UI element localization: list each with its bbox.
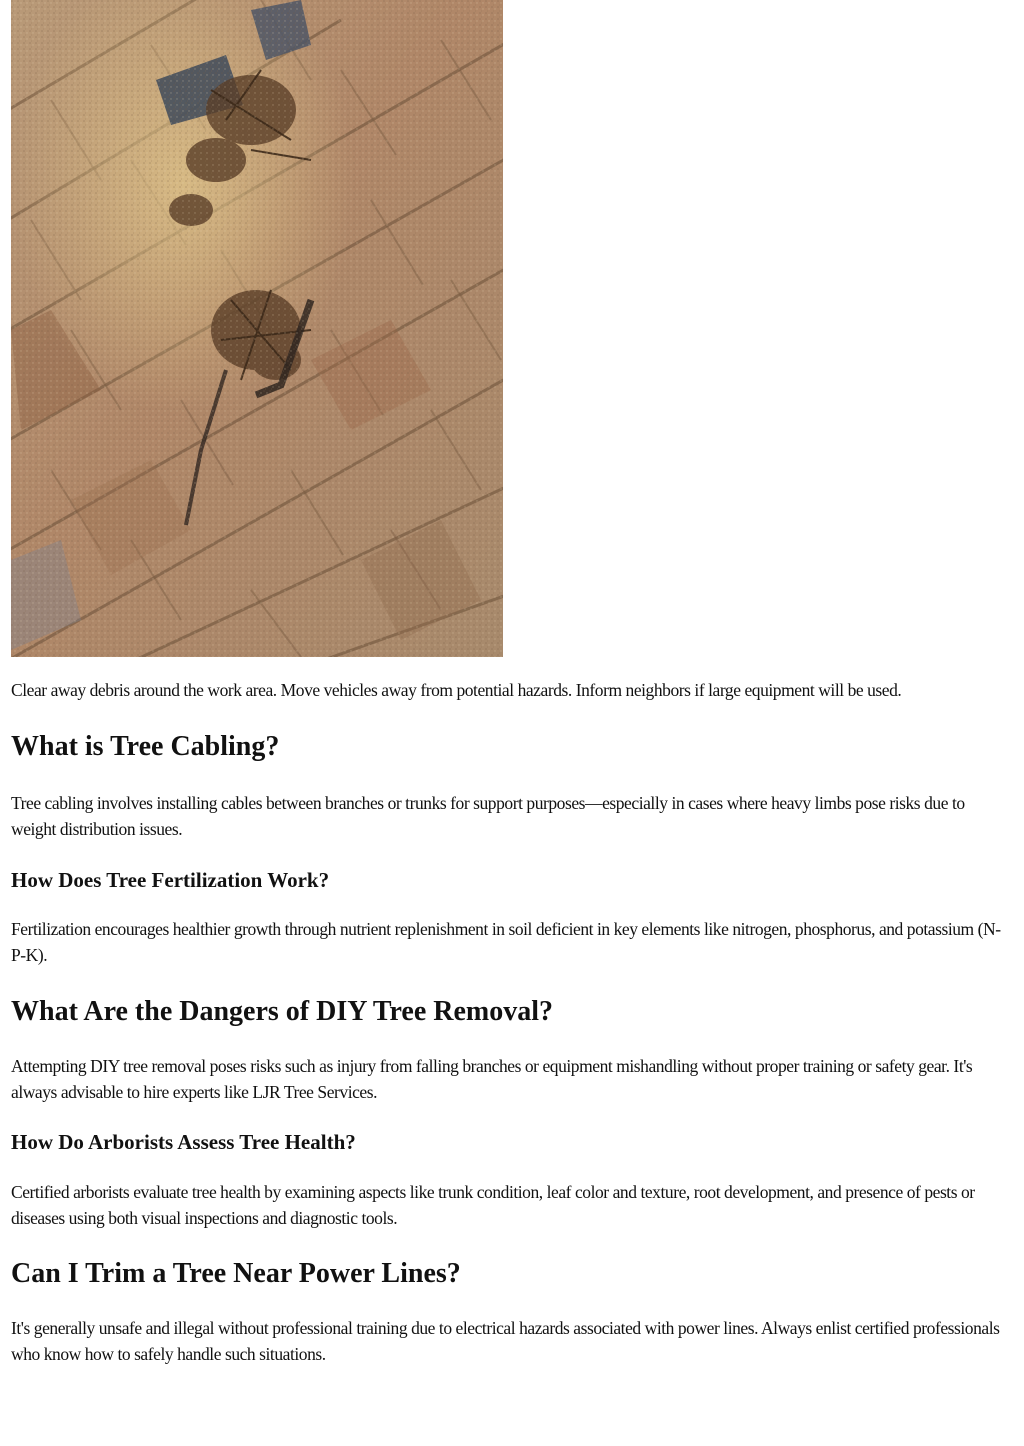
article-page — [11, 0, 1013, 1367]
heading-power-lines: Can I Trim a Tree Near Power Lines? — [11, 1258, 461, 1289]
paragraph-assess-health: Certified arborists evaluate tree health by examining aspects like trunk condition, leaf color and texture, root development, and presence of pests or diseases using both visual inspections and diagnostic tools. — [11, 1182, 975, 1228]
roof-debris-photo — [11, 0, 503, 657]
paragraph-diy-dangers: Attempting DIY tree removal poses risks such as injury from falling branches or equipment mishandling without proper training or safety gear. It's always advisable to hire experts like LJR Tree Services. — [11, 1056, 973, 1102]
intro-paragraph: Clear away debris around the work area. Move vehicles away from potential hazards. Inform neighbors if large equipment will be used. — [11, 680, 902, 700]
paragraph-power-lines: It's generally unsafe and illegal without professional training due to electrical hazards associated with power lines. Always enlist certified professionals who know how to safely handle such situations. — [11, 1318, 1000, 1364]
heading-tree-fertilization: How Does Tree Fertilization Work? — [11, 868, 330, 892]
paragraph-tree-cabling: Tree cabling involves installing cables between branches or trunks for support purposes—especially in cases where heavy limbs pose risks due to weight distribution issues. — [11, 793, 965, 839]
roof-photo-illustration — [11, 0, 503, 657]
paragraph-tree-fertilization: Fertilization encourages healthier growth through nutrient replenishment in soil deficient in key elements like nitrogen, phosphorus, and potassium (N-P-K). — [11, 919, 1001, 965]
heading-diy-dangers: What Are the Dangers of DIY Tree Removal? — [11, 996, 554, 1027]
heading-tree-cabling: What is Tree Cabling? — [11, 731, 280, 762]
heading-assess-health: How Do Arborists Assess Tree Health? — [11, 1130, 356, 1154]
